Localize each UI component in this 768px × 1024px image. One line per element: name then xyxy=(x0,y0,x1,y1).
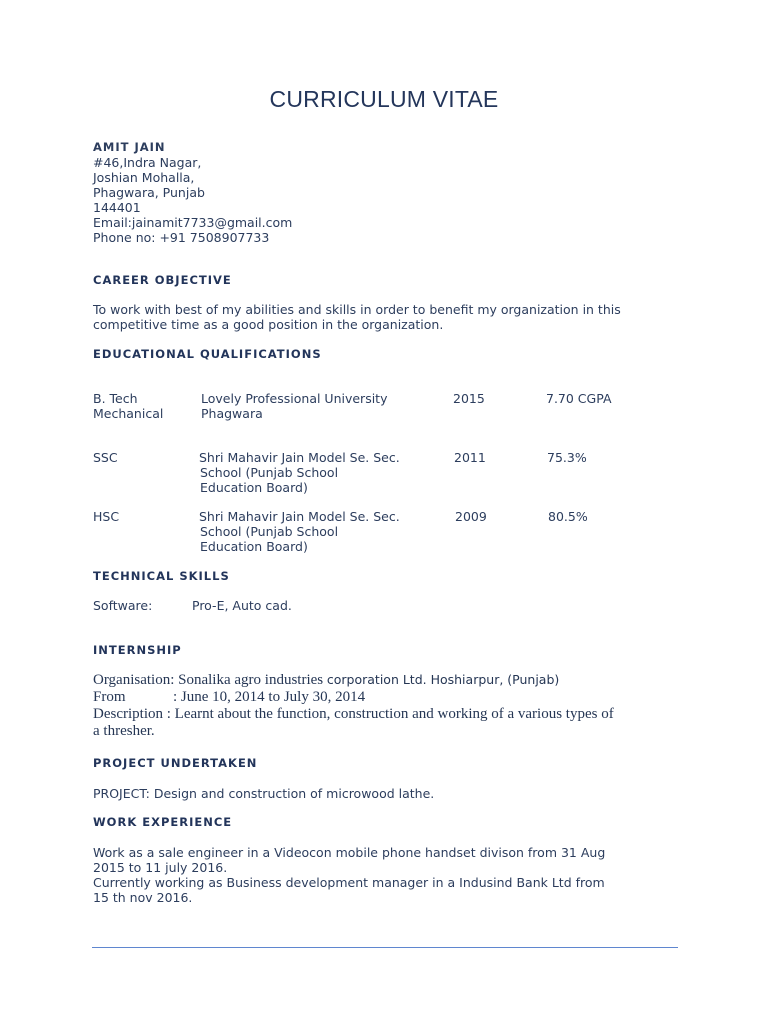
internship-details xyxy=(93,671,682,740)
internship-heading: INTERNSHIP xyxy=(93,643,182,657)
degree-line: B. Tech xyxy=(93,391,138,406)
work-line-4: 15 th nov 2016. xyxy=(93,890,193,905)
from-label: From xyxy=(93,689,126,705)
technical-skills-heading: TECHNICAL SKILLS xyxy=(93,569,230,583)
institution-line: Lovely Professional University xyxy=(201,391,388,406)
score-cell: 80.5% xyxy=(548,509,588,524)
career-objective-text xyxy=(93,302,682,332)
score-cell: 75.3% xyxy=(547,450,587,465)
institution-cell xyxy=(199,450,439,495)
education-heading: EDUCATIONAL QUALIFICATIONS xyxy=(93,347,322,361)
year-cell: 2011 xyxy=(454,450,486,465)
work-line-1: Work as a sale engineer in a Videocon mobile phone handset divison from 31 Aug xyxy=(93,845,606,860)
institution-cell xyxy=(201,391,441,421)
phone-text: Phone no: +91 7508907733 xyxy=(93,230,270,245)
contact-block xyxy=(93,140,682,245)
degree-cell xyxy=(93,509,193,524)
year-cell: 2009 xyxy=(455,509,487,524)
institution-line: School (Punjab School xyxy=(200,465,339,480)
postal-code: 144401 xyxy=(93,200,141,215)
organisation-name-sans: corporation Ltd. Hoshiarpur, (Punjab) xyxy=(326,672,560,687)
footer-rule xyxy=(92,947,678,948)
institution-line: Education Board) xyxy=(200,480,308,495)
degree-cell xyxy=(93,450,193,465)
degree-line: SSC xyxy=(93,450,118,465)
work-line-3: Currently working as Business development manager in a Indusind Bank Ltd from xyxy=(93,875,605,890)
organisation-line xyxy=(93,671,682,689)
skills-value: Pro-E, Auto cad. xyxy=(192,598,292,613)
address-line-1: #46,Indra Nagar, xyxy=(93,155,202,170)
from-value: : June 10, 2014 to July 30, 2014 xyxy=(173,689,366,705)
skills-line xyxy=(93,598,682,613)
degree-cell xyxy=(93,391,193,421)
work-experience-heading: WORK EXPERIENCE xyxy=(93,815,233,829)
email-text: Email:jainamit7733@gmail.com xyxy=(93,215,293,230)
career-objective-heading: CAREER OBJECTIVE xyxy=(93,273,232,287)
page-title: CURRICULUM VITAE xyxy=(269,86,499,112)
institution-line: Phagwara xyxy=(201,406,263,421)
skills-label: Software: xyxy=(93,598,153,613)
address-line-2: Joshian Mohalla, xyxy=(93,170,195,185)
project-text: PROJECT: Design and construction of microwood lathe. xyxy=(93,786,435,801)
from-line xyxy=(93,689,682,706)
work-line-2: 2015 to 11 july 2016. xyxy=(93,860,228,875)
institution-line: Shri Mahavir Jain Model Se. Sec. xyxy=(199,509,400,524)
score-cell: 7.70 CGPA xyxy=(546,391,612,406)
institution-line: Education Board) xyxy=(200,539,308,554)
candidate-name: AMIT JAIN xyxy=(93,140,166,154)
institution-cell xyxy=(199,509,439,554)
organisation-label: Organisation: xyxy=(93,672,175,688)
degree-line: HSC xyxy=(93,509,120,524)
career-line-2: competitive time as a good position in the organization. xyxy=(93,317,444,332)
description-line-1: Description : Learnt about the function, construction and working of a various types of xyxy=(93,706,614,722)
career-line-1: To work with best of my abilities and skills in order to benefit my organization in this xyxy=(93,302,621,317)
year-cell: 2015 xyxy=(453,391,485,406)
work-experience-text xyxy=(93,845,682,905)
organisation-name-serif: Sonalika agro industries xyxy=(178,672,324,688)
degree-line: Mechanical xyxy=(93,406,164,421)
institution-line: Shri Mahavir Jain Model Se. Sec. xyxy=(199,450,400,465)
project-heading: PROJECT UNDERTAKEN xyxy=(93,756,258,770)
institution-line: School (Punjab School xyxy=(200,524,339,539)
address-line-3: Phagwara, Punjab xyxy=(93,185,205,200)
description-line-2: a thresher. xyxy=(93,723,155,739)
